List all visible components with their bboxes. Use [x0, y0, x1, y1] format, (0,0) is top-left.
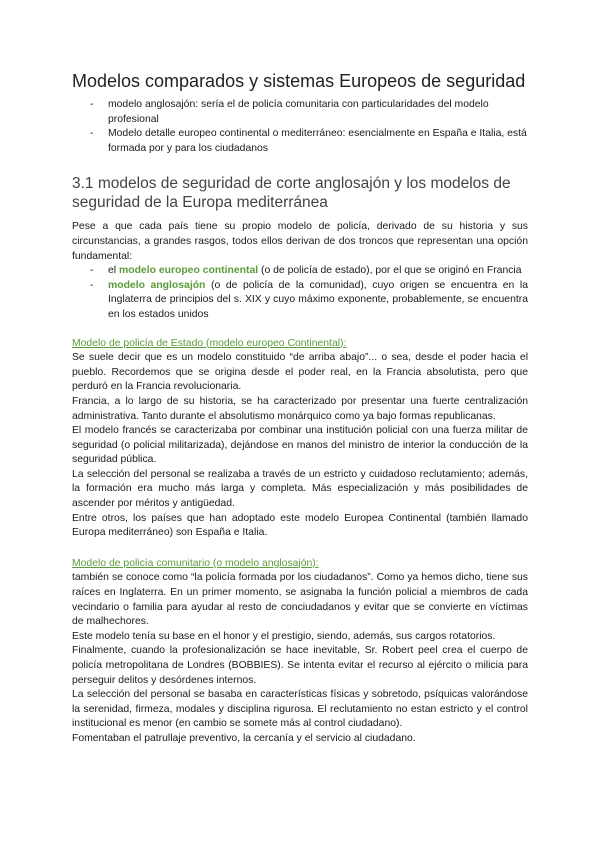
paragraph: Fomentaban el patrullaje preventivo, la cercanía y el servicio al ciudadano.	[72, 732, 416, 744]
paragraph: La selección del personal se realizaba a través de un estricto y cuidadoso reclutamiento; además, la formación era mucho más larga y completa. Más especialización y más posibilidades de ascender por méritos y antigüedad.	[72, 468, 528, 510]
bullet-dash: -	[90, 265, 94, 277]
section-heading: 3.1 modelos de seguridad de corte anglosajón y los modelos de seguridad de la Europa mediterránea	[72, 175, 511, 212]
section-intro: Pese a que cada país tiene su propio modelo de policía, derivado de su historia y sus circunstancias, a grandes rasgos, todos ellos derivan de dos troncos que representan una opción fundamental:	[72, 221, 528, 262]
document-page	[72, 70, 528, 747]
paragraph: La selección del personal se basaba en características físicas y sobretodo, psíquicas valorándose la serenidad, firmeza, modales y disciplina rigurosa. El reclutamiento no estan estricto y el control institucional es menor (en cambio se somete más al control ciudadano).	[72, 689, 528, 730]
list-item: - el modelo europeo continental (o de policía de estado), por el que se originó en Francia	[72, 264, 528, 279]
paragraph: El modelo francés se caracterizaba por combinar una institución policial con una fuerza militar de seguridad (o policial militarizada), dejándose en manos del ministro de interior la conducción de la seguridad pública.	[72, 425, 528, 466]
anglosajon-heading: Modelo de policía comunitario (o modelo anglosajón):	[72, 557, 319, 569]
continental-heading: Modelo de policía de Estado (modelo europeo Continental):	[72, 337, 347, 349]
paragraph: también se conoce como “la policía formada por los ciudadanos”. Como ya hemos dicho, tiene sus raíces en Inglaterra. En un primer momento, se asignaba la función policial a miembros de cada vecindario o familia para ayudar al resto de conciudadanos y evitar que se convierte en víctimas de malhechores.	[72, 572, 528, 628]
list-item: - Modelo detalle europeo continental o mediterráneo: esencialmente en España e Italia, está formada por y para los ciudadanos	[90, 128, 527, 154]
intro-list	[72, 98, 528, 156]
highlight-term: modelo anglosajón	[108, 279, 206, 291]
trunks-list	[72, 264, 528, 322]
paragraph: Finalmente, cuando la profesionalización se hace inevitable, Sr. Robert peel crea el cuerpo de policía metropolitana de Londres (BOBBIES). Se intenta evitar el recurso al ejército o milicia para perseguir delitos y desórdenes internos.	[72, 645, 528, 686]
bullet-dash: -	[90, 99, 94, 110]
list-item: - modelo anglosajón (o de policía de la comunidad), cuyo origen se encuentra en la Inglaterra de principios del s. XIX y cuyo máximo exponente, probablemente, se encuentra en los estados unidos	[90, 279, 528, 320]
bullet-dash: -	[90, 279, 94, 291]
page-title: Modelos comparados y sistemas Europeos de seguridad	[72, 71, 526, 91]
highlight-term: modelo europeo continental	[118, 265, 259, 277]
paragraph: Se suele decir que es un modelo constituido “de arriba abajo”... o sea, desde el poder hacia el pueblo. Recordemos que se origina desde el poder real, en la Francia absolutista, pero que perduró en la Francia revolucionaria.	[72, 352, 528, 393]
list-item: - modelo anglosajón: sería el de policía comunitaria con particularidades del modelo profesional	[90, 99, 489, 125]
paragraph: Este modelo tenía su base en el honor y el prestigio, siendo, además, sus cargos rotatorios.	[72, 630, 496, 642]
paragraph: Entre otros, los países que han adoptado este modelo Europea Continental (también llamado Europa mediterráneo) son España e Italia.	[72, 512, 528, 539]
paragraph: Francia, a lo largo de su historia, se ha caracterizado por presentar una fuerte centralización administrativa. Tanto durante el absolutismo monárquico como ya bajo formas republicanas.	[72, 395, 528, 422]
bullet-dash: -	[90, 128, 94, 140]
